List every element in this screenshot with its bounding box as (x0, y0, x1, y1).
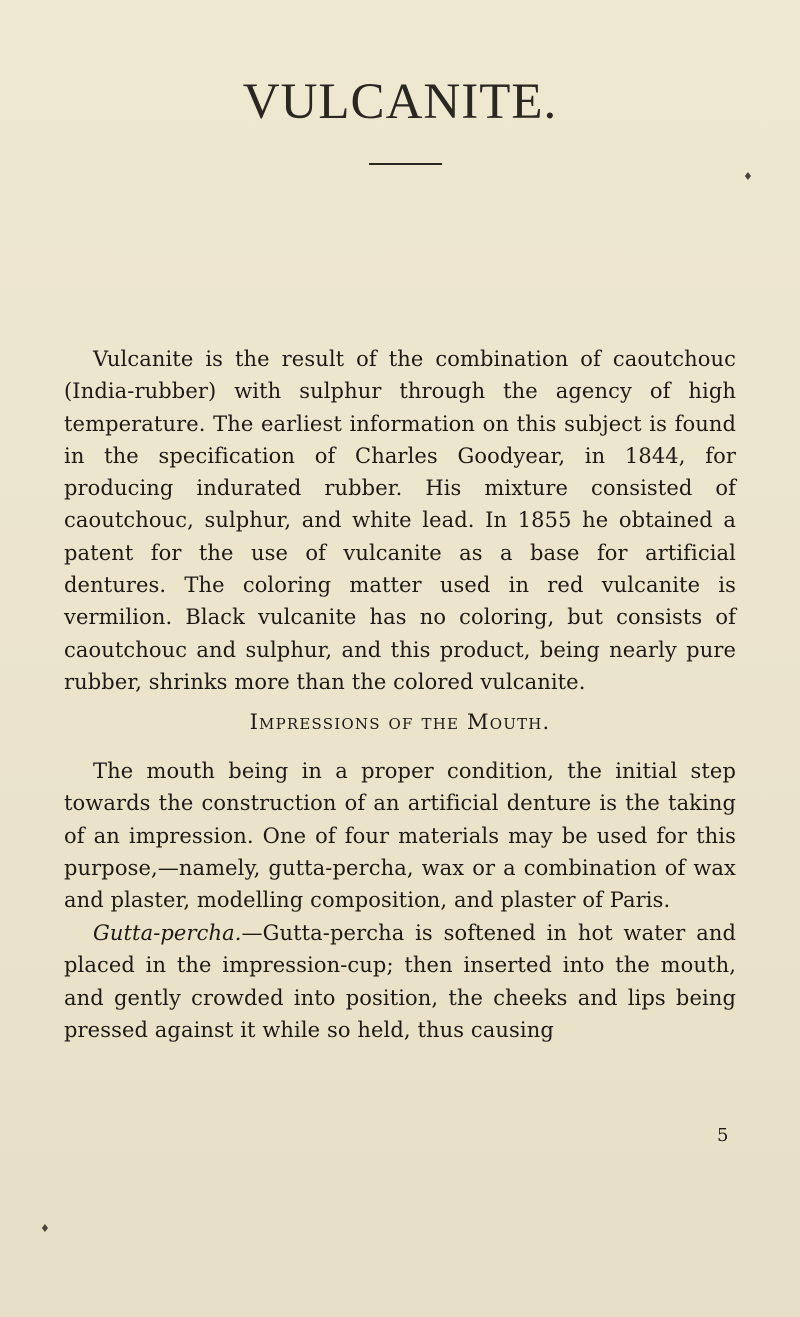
chapter-title: VULCANITE. (242, 74, 558, 130)
paragraph-intro: Vulcanite is the result of the combination of caoutchouc (India-rubber) with sulphur through the agency of high temperature. The earliest information on this subject is found in the specification of Charles Goodyear, in 1844, for producing indurated rubber. His mixture consisted of caoutchouc, sulphur, and white lead. In 1855 he obtained a patent for the use of vulcanite as a base for artificial dentures. The coloring matter used in red vulcanite is vermilion. Black vulcanite has no coloring, but consists of caoutchouc and sulphur, and this product, being nearly pure rubber, shrinks more than the colored vulcanite. (64, 347, 736, 694)
paragraph-gutta-percha-text: —Gutta-percha is softened in hot water and placed in the impression-cup; then inserted into the mouth, and gently crowded into position, the cheeks and lips being pressed against it while so held, thus causing (64, 921, 736, 1042)
paragraph-gutta-percha (64, 917, 736, 1046)
title-rule (369, 163, 442, 165)
section-heading: Impressions of the Mouth. (249, 710, 551, 734)
margin-mark-icon: ♦ (743, 170, 753, 183)
term-gutta-percha: Gutta-percha. (93, 921, 242, 945)
corner-mark-icon: ♦ (40, 1222, 50, 1235)
page-number: 5 (717, 1125, 729, 1146)
paragraph-impressions: The mouth being in a proper condition, the initial step towards the construction of an artificial denture is the taking of an impression. One of four materials may be used for this purpose,—namely, gutta-percha, wax or a combination of wax and plaster, modelling composition, and plaster of Paris. (64, 759, 736, 913)
